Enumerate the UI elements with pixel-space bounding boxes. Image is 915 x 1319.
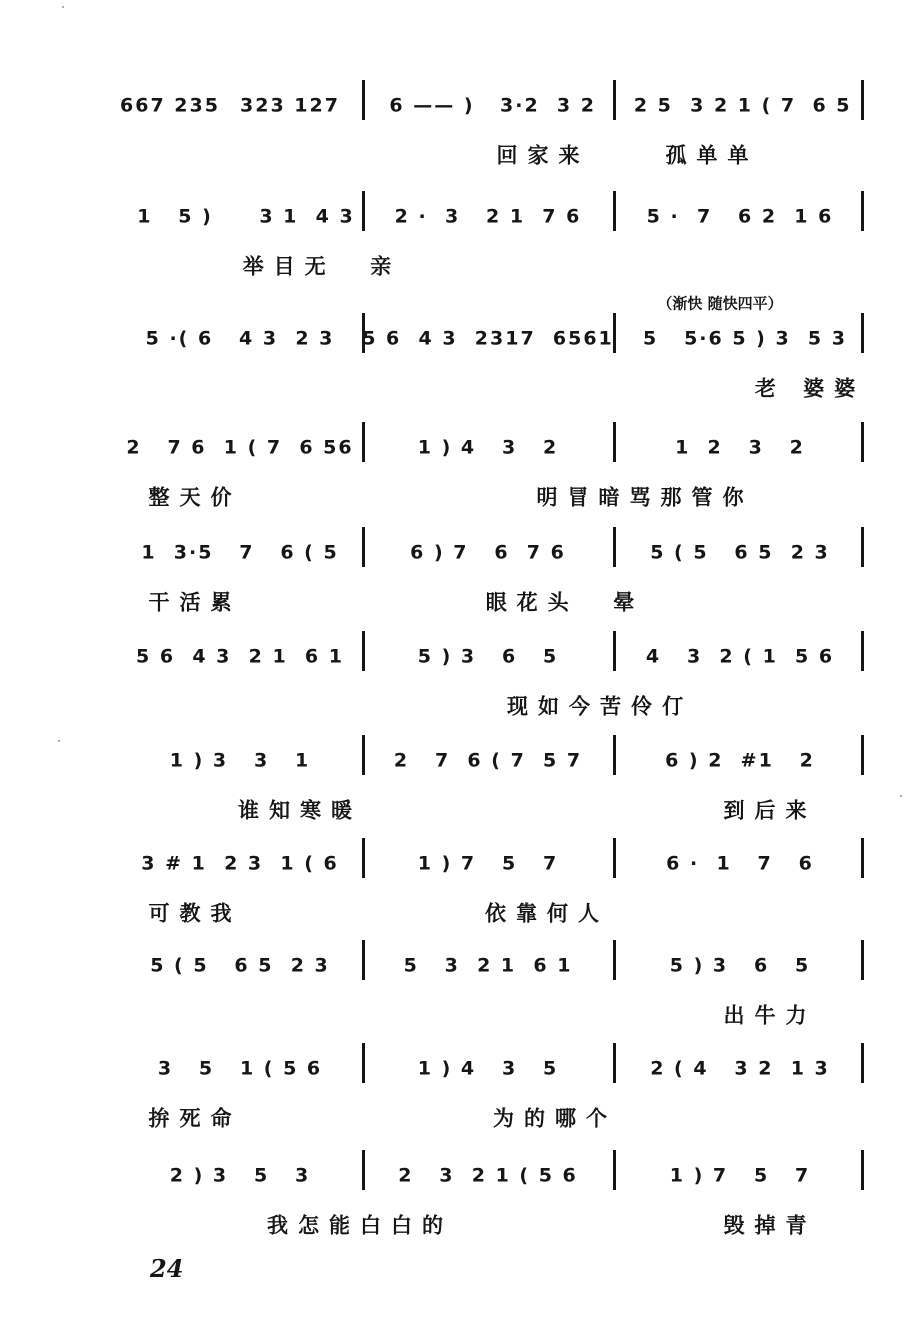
notation-group: 5 ( 5 6 5 2 3 xyxy=(650,541,830,564)
score-system xyxy=(0,1164,915,1280)
notation-group: 3 1 4 3 xyxy=(259,205,355,228)
score-system xyxy=(0,852,915,968)
barline xyxy=(861,313,864,353)
lyric-text: 举目无 亲 xyxy=(242,253,402,279)
scan-speck xyxy=(900,795,902,797)
barline xyxy=(861,80,864,120)
lyric-text: 依靠何人 xyxy=(485,900,609,926)
barline xyxy=(362,735,365,775)
notation-group: 1 ) 3 3 1 xyxy=(169,749,311,772)
notation-group: 5 ) 3 6 5 xyxy=(669,954,811,977)
notation-group: 4 3 2 ( 1 5 6 xyxy=(645,645,835,668)
notation-group: 3 5 1 ( 5 6 xyxy=(157,1057,323,1080)
barline xyxy=(613,80,616,120)
lyric-text: 为的哪个 xyxy=(493,1105,617,1131)
barline xyxy=(362,631,365,671)
score-system xyxy=(0,954,915,1070)
barline xyxy=(861,1150,864,1190)
barline xyxy=(362,940,365,980)
lyric-text: 拚死命 xyxy=(148,1105,242,1131)
notation-group: 5 6 4 3 2317 6561 xyxy=(362,327,614,350)
page-number: 24 xyxy=(150,1254,184,1283)
barline xyxy=(362,191,365,231)
notation-group: 6 ) 2 #1 2 xyxy=(665,749,815,772)
barline xyxy=(613,527,616,567)
notation-group: 3·2 3 2 xyxy=(500,94,596,117)
barline xyxy=(861,1043,864,1083)
barline xyxy=(861,838,864,878)
score-system xyxy=(0,94,915,210)
notation-group: 5 ) 3 6 5 xyxy=(417,645,559,668)
lyric-text: 老 婆婆 xyxy=(754,375,866,401)
notation-group: 5 ( 5 6 5 2 3 xyxy=(150,954,330,977)
notation-group: 2 5 3 2 1 ( 7 xyxy=(633,94,797,117)
notation-group: 2 ( 4 3 2 1 3 xyxy=(650,1057,830,1080)
notation-group: 6 ) 7 6 7 6 xyxy=(410,541,566,564)
notation-group: 1 5 ) xyxy=(137,205,213,228)
barline xyxy=(362,422,365,462)
score-system xyxy=(0,749,915,865)
scan-speck xyxy=(62,6,64,8)
notation-group: 2 3 2 1 ( 5 6 xyxy=(398,1164,578,1187)
notation-group: 2 7 6 ( 7 5 7 xyxy=(393,749,583,772)
barline xyxy=(861,940,864,980)
notation-group: 3 # 1 2 3 1 ( 6 xyxy=(141,852,339,875)
notation-group: 5 5·6 5 ) 3 5 3 xyxy=(643,327,847,350)
lyric-text: 到后来 xyxy=(723,797,817,823)
scan-speck xyxy=(58,740,60,742)
notation-group: 5 · 7 6 2 1 6 xyxy=(646,205,834,228)
notation-group: 1 ) 7 5 7 xyxy=(417,852,559,875)
barline xyxy=(613,422,616,462)
lyric-text: 干活累 xyxy=(148,589,242,615)
notation-group: 1 2 3 2 xyxy=(675,436,805,459)
notation-group: 6 · 1 7 6 xyxy=(666,852,814,875)
notation-group: 6 —— ) xyxy=(389,94,475,117)
notation-group: 2 · 3 2 1 7 6 xyxy=(394,205,582,228)
notation-group: 5 3 2 1 6 1 xyxy=(403,954,573,977)
barline xyxy=(613,940,616,980)
notation-group: 5 6 4 3 2 1 6 1 xyxy=(136,645,344,668)
barline xyxy=(362,1043,365,1083)
notation-group: 5 ·( 6 4 3 2 3 xyxy=(145,327,335,350)
notation-group: 6 5 xyxy=(812,94,852,117)
lyric-text: 出牛力 xyxy=(723,1002,817,1028)
score-system xyxy=(0,645,915,761)
lyric-text: 我怎能白白的 xyxy=(267,1212,453,1238)
barline xyxy=(861,735,864,775)
barline xyxy=(861,527,864,567)
score-system xyxy=(0,327,915,443)
barline xyxy=(613,735,616,775)
lyric-text: 眼花头 晕 xyxy=(485,589,645,615)
barline xyxy=(613,191,616,231)
score-system xyxy=(0,541,915,657)
barline xyxy=(861,422,864,462)
score-system xyxy=(0,1057,915,1173)
notation-group: 2 ) 3 5 3 xyxy=(169,1164,311,1187)
notation-group: 2 7 6 1 ( 7 6 56 xyxy=(126,436,354,459)
notation-group: 323 127 xyxy=(240,94,340,117)
lyric-text: 毁掉青 xyxy=(723,1212,817,1238)
notation-group: 1 3·5 7 6 ( 5 xyxy=(141,541,339,564)
notation-group: 1 ) 7 5 7 xyxy=(669,1164,811,1187)
notation-group: 1 ) 4 3 2 xyxy=(417,436,559,459)
barline xyxy=(613,631,616,671)
notation-group: 1 ) 4 3 5 xyxy=(417,1057,559,1080)
lyric-text: 孤单单 xyxy=(665,142,759,168)
lyric-text: 现如今苦伶仃 xyxy=(507,693,693,719)
barline xyxy=(362,1150,365,1190)
barline xyxy=(362,80,365,120)
barline xyxy=(613,1043,616,1083)
barline xyxy=(362,527,365,567)
lyric-text: 可教我 xyxy=(148,900,242,926)
barline xyxy=(362,838,365,878)
score-system xyxy=(0,436,915,552)
barline xyxy=(613,1150,616,1190)
lyric-text: 整天价 xyxy=(148,484,242,510)
barline xyxy=(861,631,864,671)
lyric-text: 谁知寒暖 xyxy=(238,797,362,823)
barline xyxy=(613,838,616,878)
notation-group: 667 235 xyxy=(120,94,220,117)
tempo-direction: （渐快 随快四平） xyxy=(657,294,783,313)
lyric-text: 明冒暗骂那管你 xyxy=(536,484,754,510)
barline xyxy=(861,191,864,231)
lyric-text: 回家来 xyxy=(496,142,590,168)
